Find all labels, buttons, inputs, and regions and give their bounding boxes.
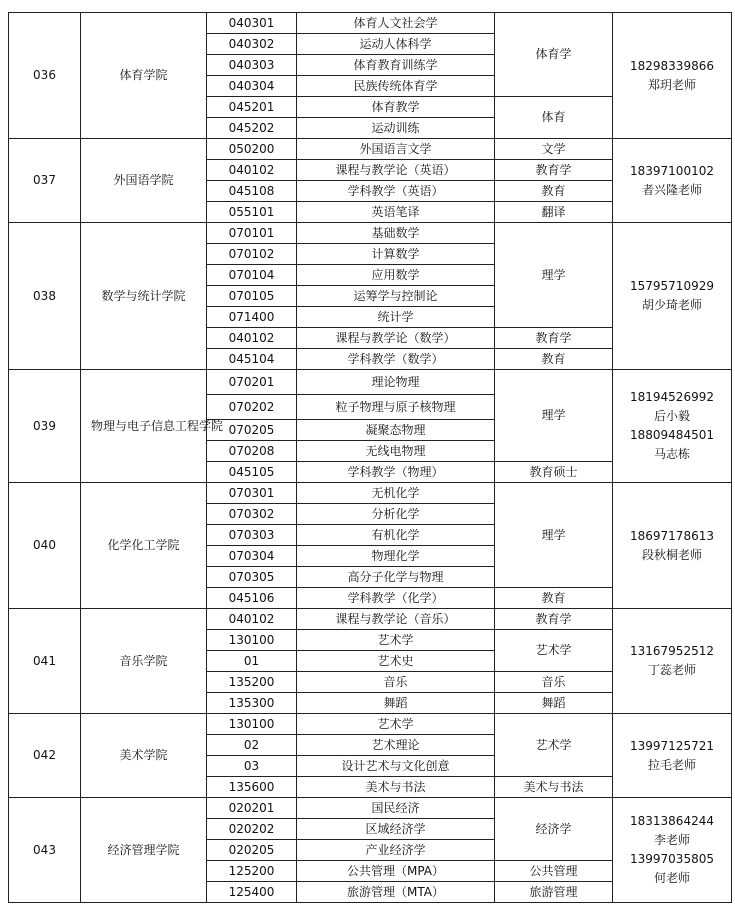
major-name: 学科教学（英语）	[297, 181, 495, 202]
contact-person: 郑玥老师	[647, 77, 696, 92]
discipline-category: 体育学	[495, 13, 613, 97]
table-row	[9, 13, 732, 34]
discipline-category: 文学	[495, 139, 613, 160]
college-code: 042	[9, 714, 81, 798]
major-code: 050200	[207, 139, 297, 160]
discipline-category: 教育	[495, 181, 613, 202]
major-code: 045106	[207, 588, 297, 609]
contact-phone: 18397100102	[630, 163, 714, 178]
major-name: 学科教学（化学）	[297, 588, 495, 609]
major-name: 有机化学	[297, 525, 495, 546]
college-major-table	[8, 12, 732, 903]
major-name: 统计学	[297, 307, 495, 328]
major-name: 体育教学	[297, 97, 495, 118]
major-name: 课程与教学论（英语）	[297, 160, 495, 181]
major-name: 课程与教学论（数学）	[297, 328, 495, 349]
major-name: 体育人文社会学	[297, 13, 495, 34]
discipline-category: 教育	[495, 349, 613, 370]
major-code: 070104	[207, 265, 297, 286]
discipline-category: 公共管理	[495, 861, 613, 882]
major-name: 舞蹈	[297, 693, 495, 714]
table-row	[9, 223, 732, 244]
contact-info	[613, 139, 732, 223]
major-name: 艺术学	[297, 714, 495, 735]
major-name: 运动训练	[297, 118, 495, 139]
major-code: 045104	[207, 349, 297, 370]
college-name: 物理与电子信息工程学院	[81, 370, 207, 483]
contact-phone: 13997125721	[630, 738, 714, 753]
major-code: 135300	[207, 693, 297, 714]
discipline-category: 教育	[495, 588, 613, 609]
table-body	[9, 13, 732, 903]
contact-phone: 18313864244	[630, 814, 714, 828]
major-code: 040302	[207, 34, 297, 55]
major-code: 020205	[207, 840, 297, 861]
contact-info	[613, 609, 732, 714]
contact-person: 胡少琦老师	[641, 298, 702, 312]
major-code: 125200	[207, 861, 297, 882]
major-name: 凝聚态物理	[297, 420, 495, 441]
table-row	[9, 609, 732, 630]
major-code: 070102	[207, 244, 297, 265]
major-name: 课程与教学论（音乐）	[297, 609, 495, 630]
college-code: 036	[9, 13, 81, 139]
major-code: 071400	[207, 307, 297, 328]
major-name: 运动人体科学	[297, 34, 495, 55]
major-code: 045201	[207, 97, 297, 118]
major-name: 基础数学	[297, 223, 495, 244]
major-code: 135200	[207, 672, 297, 693]
major-code: 040303	[207, 55, 297, 76]
major-code: 125400	[207, 882, 297, 903]
contact-info	[613, 370, 732, 483]
discipline-category: 理学	[495, 223, 613, 328]
contact-phone: 13167952512	[630, 644, 714, 658]
major-name: 学科教学（数学）	[297, 349, 495, 370]
major-name: 分析化学	[297, 504, 495, 525]
major-code: 02	[207, 735, 297, 756]
discipline-category: 教育学	[495, 160, 613, 181]
contact-phone: 13997035805	[630, 852, 714, 866]
major-name: 国民经济	[297, 798, 495, 819]
major-code: 03	[207, 756, 297, 777]
major-code: 130100	[207, 630, 297, 651]
major-name: 产业经济学	[297, 840, 495, 861]
major-name: 外国语言文学	[297, 139, 495, 160]
major-code: 01	[207, 651, 297, 672]
discipline-category: 理学	[495, 483, 613, 588]
major-name: 艺术理论	[297, 735, 495, 756]
major-code: 040102	[207, 328, 297, 349]
college-name: 美术学院	[81, 714, 207, 798]
discipline-category: 音乐	[495, 672, 613, 693]
major-name: 无机化学	[297, 483, 495, 504]
discipline-category: 翻译	[495, 202, 613, 223]
major-code: 020202	[207, 819, 297, 840]
college-name: 数学与统计学院	[81, 223, 207, 370]
contact-phone: 18298339866	[630, 58, 714, 73]
contact-person: 者兴隆老师	[641, 182, 702, 197]
contact-person: 马志栋	[653, 447, 690, 461]
major-code: 070208	[207, 441, 297, 462]
college-name: 化学化工学院	[81, 483, 207, 609]
major-code: 070205	[207, 420, 297, 441]
major-code: 040304	[207, 76, 297, 97]
major-name: 设计艺术与文化创意	[297, 756, 495, 777]
major-name: 美术与书法	[297, 777, 495, 798]
major-code: 045202	[207, 118, 297, 139]
contact-phone: 18809484501	[630, 428, 714, 442]
major-code: 070202	[207, 395, 297, 420]
major-name: 无线电物理	[297, 441, 495, 462]
contact-phone: 18697178613	[630, 528, 714, 543]
major-name: 艺术史	[297, 651, 495, 672]
college-code: 040	[9, 483, 81, 609]
major-name: 计算数学	[297, 244, 495, 265]
major-name: 体育教育训练学	[297, 55, 495, 76]
contact-info	[613, 13, 732, 139]
major-code: 070305	[207, 567, 297, 588]
major-name: 运筹学与控制论	[297, 286, 495, 307]
major-name: 英语笔译	[297, 202, 495, 223]
major-name: 学科教学（物理）	[297, 462, 495, 483]
contact-person: 何老师	[653, 871, 690, 885]
major-code: 040102	[207, 160, 297, 181]
major-name: 物理化学	[297, 546, 495, 567]
discipline-category: 教育硕士	[495, 462, 613, 483]
table-row	[9, 370, 732, 395]
major-code: 135600	[207, 777, 297, 798]
major-name: 应用数学	[297, 265, 495, 286]
major-code: 020201	[207, 798, 297, 819]
major-code: 045105	[207, 462, 297, 483]
contact-info	[613, 223, 732, 370]
major-name: 旅游管理（MTA）	[297, 882, 495, 903]
major-code: 045108	[207, 181, 297, 202]
major-name: 高分子化学与物理	[297, 567, 495, 588]
table-row	[9, 798, 732, 819]
major-code: 070201	[207, 370, 297, 395]
major-name: 民族传统体育学	[297, 76, 495, 97]
college-code: 038	[9, 223, 81, 370]
college-name: 外国语学院	[81, 139, 207, 223]
contact-info	[613, 798, 732, 903]
table-row	[9, 483, 732, 504]
major-code: 070304	[207, 546, 297, 567]
college-code: 041	[9, 609, 81, 714]
college-code: 043	[9, 798, 81, 903]
discipline-category: 教育学	[495, 328, 613, 349]
major-code: 070101	[207, 223, 297, 244]
college-name: 音乐学院	[81, 609, 207, 714]
major-code: 040301	[207, 13, 297, 34]
contact-person: 后小毅	[653, 409, 690, 423]
major-name: 理论物理	[297, 370, 495, 395]
discipline-category: 教育学	[495, 609, 613, 630]
discipline-category: 艺术学	[495, 630, 613, 672]
major-code: 040102	[207, 609, 297, 630]
college-name: 经济管理学院	[81, 798, 207, 903]
discipline-category: 美术与书法	[495, 777, 613, 798]
discipline-category: 舞蹈	[495, 693, 613, 714]
major-name: 粒子物理与原子核物理	[297, 395, 495, 420]
major-code: 130100	[207, 714, 297, 735]
major-code: 070105	[207, 286, 297, 307]
college-code: 039	[9, 370, 81, 483]
major-code: 070303	[207, 525, 297, 546]
contact-person: 丁蕊老师	[647, 663, 696, 677]
contact-info	[613, 483, 732, 609]
table-row	[9, 714, 732, 735]
major-name: 区域经济学	[297, 819, 495, 840]
major-code: 070301	[207, 483, 297, 504]
major-name: 艺术学	[297, 630, 495, 651]
discipline-category: 理学	[495, 370, 613, 462]
college-name: 体育学院	[81, 13, 207, 139]
discipline-category: 经济学	[495, 798, 613, 861]
table-row	[9, 139, 732, 160]
major-code: 070302	[207, 504, 297, 525]
contact-phone: 18194526992	[630, 390, 714, 404]
contact-person: 段秋桐老师	[641, 547, 702, 562]
discipline-category: 艺术学	[495, 714, 613, 777]
contact-person: 拉毛老师	[647, 757, 696, 772]
contact-info	[613, 714, 732, 798]
discipline-category: 旅游管理	[495, 882, 613, 903]
college-code: 037	[9, 139, 81, 223]
major-code: 055101	[207, 202, 297, 223]
contact-phone: 15795710929	[630, 279, 714, 293]
contact-person: 李老师	[653, 833, 690, 847]
major-name: 公共管理（MPA）	[297, 861, 495, 882]
discipline-category: 体育	[495, 97, 613, 139]
major-name: 音乐	[297, 672, 495, 693]
